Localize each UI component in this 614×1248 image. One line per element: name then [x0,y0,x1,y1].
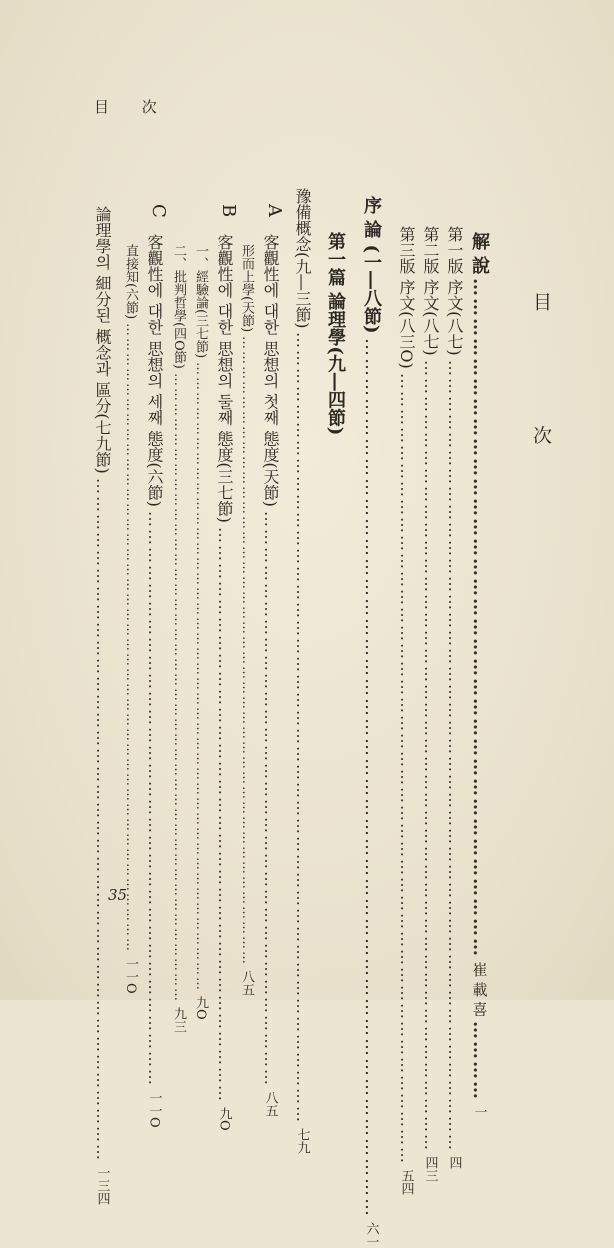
leader-dots: …………………………………………………………………………………… [145,510,164,1087]
page-number: 九三 [171,1006,186,1033]
page-number: 七九 [294,1128,310,1155]
page-number: 九O [216,1106,232,1131]
page-number: 九O [193,996,208,1020]
leader-dots: …………………………………………………………………………………… [261,510,280,1087]
running-head: 目 次 [94,98,171,116]
page-number: 一三四 [94,1165,110,1205]
leader-dots: …………………………………………………………………………………………………………………… [361,337,382,1218]
toc-entry-metaphysics: 形而上學(天節) ……………………………………………………………………………………………………………… 八五 [239,244,254,997]
toc-entry-introduction: 序 論 (一―八節) …………………………………………………………………………………………………………………… 六一 [361,196,382,1248]
section-mark-c: C [148,204,169,218]
toc-entry-logic-divisions: 論理學의 細分된 概念과 區分(七九節) …………………………………………………………………………………………………… 一三四 [93,206,112,1205]
toc-entry-empiricism: 一、經驗論(三七節) ……………………………………………………………………………………………………………… 九O [193,244,208,1020]
toc-entry-first-edition-preface: 第一版 序文(八七) …………………………………………………………………………………………………………………… 四 [445,226,464,1169]
toc-entry-third-edition-preface: 第三版 序文(八三O) …………………………………………………………………………………………………………………… 五四 [397,226,416,1195]
leader-dots: ………………………………………………………………………………………… [469,278,490,959]
page-number-folio: 35 [108,886,128,904]
page-number: 一一O [123,957,138,994]
toc-entry-preliminary-concepts: 豫備概念(九―三節) …………………………………………………………………………………………………………………… 七九 [293,188,312,1155]
leader-dots: ………… [469,1020,490,1101]
leader-dots: …………………………………………………………………………………………………………………… [421,359,440,1152]
section-mark-a: A [264,204,285,217]
section-mark-b: B [218,204,239,218]
toc-entry-first-attitude: 客觀性에 대한 思想의 첫째 態度(天節) …………………………………………………………………………………… 八五 [261,234,280,1117]
toc-entry-second-edition-preface: 第二版 序文(八七) …………………………………………………………………………………………………………………… 四三 [421,226,440,1182]
leader-dots: …………………………………………………………………………………………………………………… [445,359,464,1152]
leader-dots: …………………………………………………………………………………………………… [93,477,112,1162]
leader-dots: ……………………………………………………………………………………………………………… [239,336,254,967]
leader-dots: …………………………………………………………………………………………………………………… [397,372,416,1165]
toc-entry-second-attitude: 客觀性에 대한 思想의 둘째 態度(三七節) …………………………………………………………………………………… 九O [215,234,234,1131]
toc-entry-immediate-knowledge: 直接知(六節) ……………………………………………………………………………………………………………… 一一O [123,244,138,994]
toc-part-one-logic: 第一篇 論理學(九―四節) [325,232,346,436]
leader-dots: ……………………………………………………………………………………………………………… [123,323,138,954]
leader-dots: ……………………………………………………………………………………………………………… [193,362,208,993]
page-number: 一 [471,1104,487,1118]
page-number: 四 [446,1155,462,1169]
leader-dots: …………………………………………………………………………………… [215,526,234,1103]
page-number: 六一 [363,1221,379,1248]
page-number: 五四 [398,1168,414,1195]
toc-entry-preface-commentary: 解 說 ………………………………………………………………………………………… 崔 載 喜 ………… 一 [469,232,490,1118]
leader-dots: ……………………………………………………………………………………………………………… [171,372,186,1003]
page-title: 目 次 [530,292,552,499]
page-number: 一一O [146,1090,162,1128]
toc-entry-critical-philosophy: 二、批判哲學(四O節) ……………………………………………………………………………………………………………… 九三 [171,244,186,1033]
page-number: 四三 [422,1155,438,1182]
toc-entry-third-attitude: 客觀性에 대한 思想의 세째 態度(六節) …………………………………………………………………………………… 一一O [145,234,164,1128]
author-name: 崔 載 喜 [470,962,489,1017]
page-number: 八五 [262,1090,278,1117]
leader-dots: …………………………………………………………………………………………………………………… [293,332,312,1125]
page-number: 八五 [239,970,254,997]
